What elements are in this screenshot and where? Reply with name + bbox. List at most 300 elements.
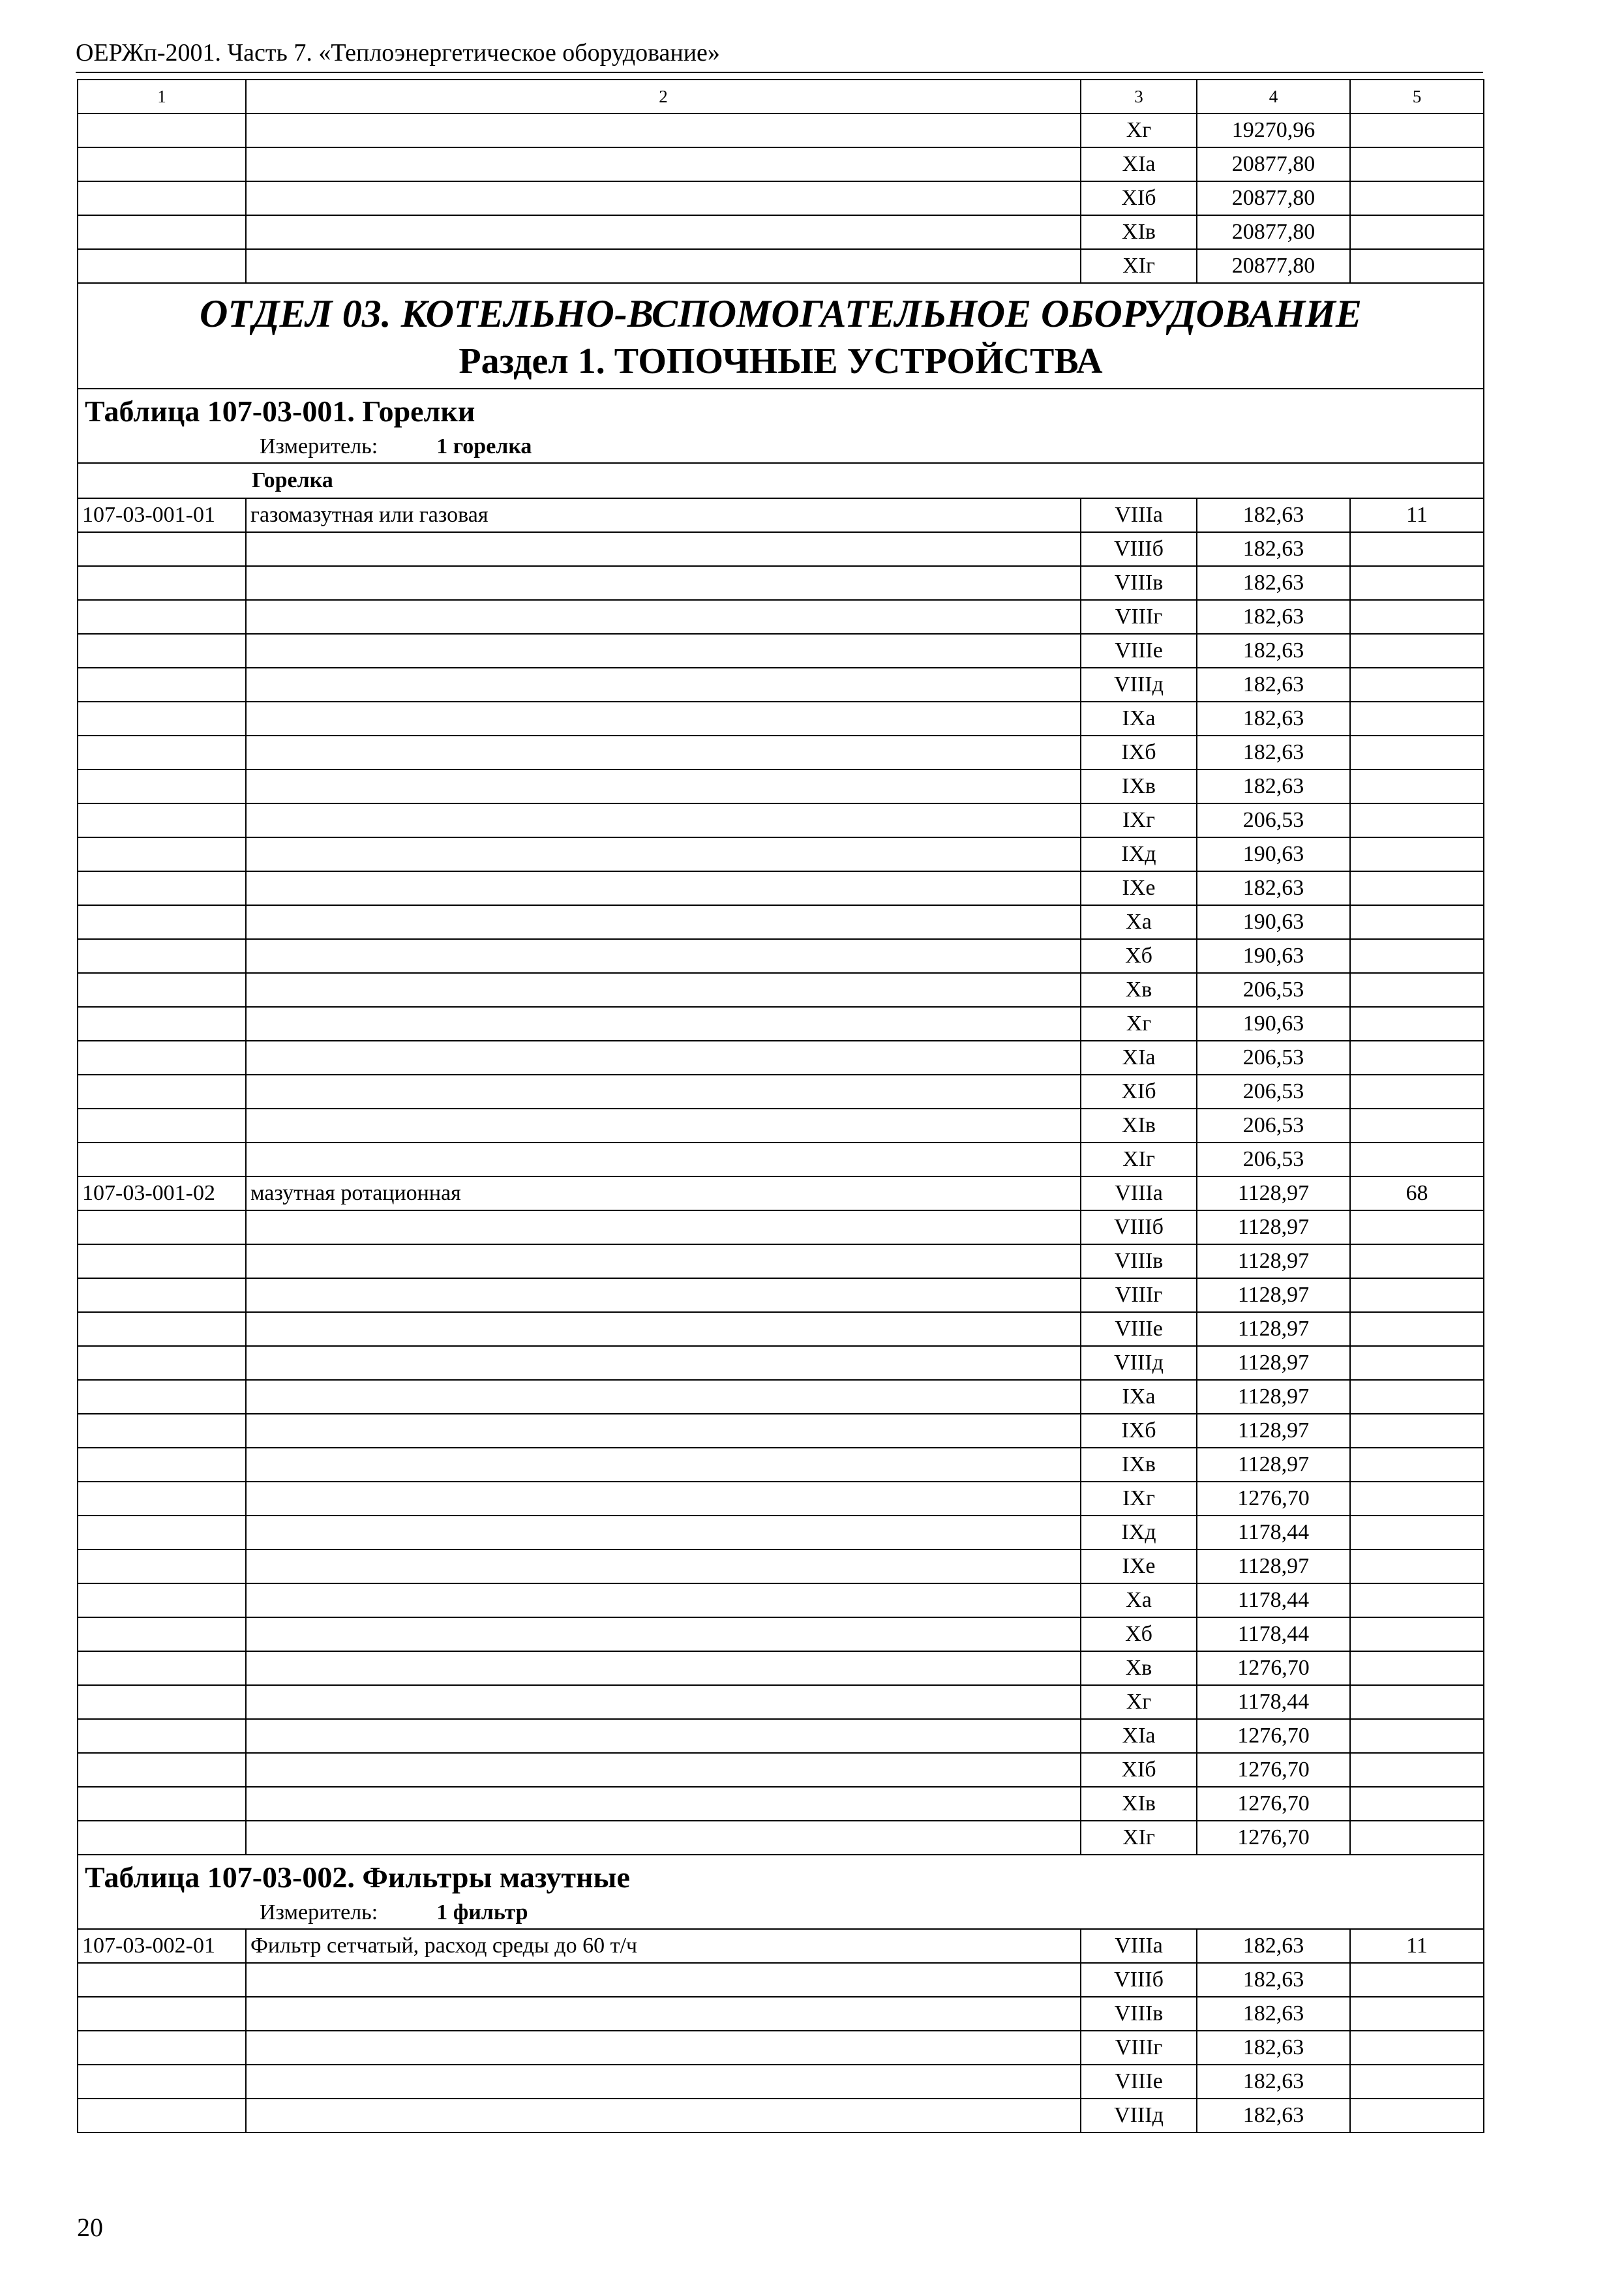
zone-cell: VIIIв [1081, 1244, 1197, 1278]
code-cell [78, 1414, 246, 1448]
name-cell [246, 634, 1081, 668]
zone-cell: IXд [1081, 837, 1197, 871]
code-cell [78, 1753, 246, 1787]
price-cell: 182,63 [1197, 1929, 1350, 1963]
zone-cell: IXв [1081, 770, 1197, 803]
zone-cell: VIIIб [1081, 1963, 1197, 1997]
col5-cell [1350, 566, 1484, 600]
name-cell: газомазутная или газовая [246, 498, 1081, 532]
code-cell [78, 1312, 246, 1346]
price-cell: 1128,97 [1197, 1244, 1350, 1278]
name-cell [246, 147, 1081, 181]
price-cell: 182,63 [1197, 736, 1350, 770]
name-cell [246, 702, 1081, 736]
price-cell: 20877,80 [1197, 147, 1350, 181]
table-row [78, 1821, 1484, 1855]
price-cell: 20877,80 [1197, 215, 1350, 249]
code-cell [78, 1075, 246, 1109]
name-cell [246, 736, 1081, 770]
name-cell [246, 1685, 1081, 1719]
code-cell [78, 736, 246, 770]
price-cell: 19270,96 [1197, 113, 1350, 147]
zone-cell: VIIIг [1081, 600, 1197, 634]
col5-cell [1350, 147, 1484, 181]
zone-cell: VIIIб [1081, 532, 1197, 566]
price-cell: 20877,80 [1197, 181, 1350, 215]
name-cell [246, 1210, 1081, 1244]
price-cell: 182,63 [1197, 2099, 1350, 2132]
col5-cell [1350, 939, 1484, 973]
price-cell: 1276,70 [1197, 1753, 1350, 1787]
price-cell: 182,63 [1197, 1997, 1350, 2031]
name-cell [246, 1651, 1081, 1685]
code-cell [78, 532, 246, 566]
name-cell [246, 1963, 1081, 1997]
code-cell [78, 566, 246, 600]
price-cell: 1128,97 [1197, 1210, 1350, 1244]
section-heading [78, 283, 1484, 389]
code-cell [78, 113, 246, 147]
table-row [78, 1685, 1484, 1719]
code-cell [78, 939, 246, 973]
code-cell [78, 249, 246, 283]
col5-cell [1350, 702, 1484, 736]
col5-cell [1350, 668, 1484, 702]
price-cell: 1128,97 [1197, 1312, 1350, 1346]
zone-cell: Xб [1081, 1617, 1197, 1651]
price-cell: 190,63 [1197, 939, 1350, 973]
name-cell [246, 1821, 1081, 1855]
zone-cell: VIIIа [1081, 1929, 1197, 1963]
table-row [78, 1176, 1484, 1210]
code-cell [78, 1651, 246, 1685]
price-cell: 206,53 [1197, 1109, 1350, 1143]
name-cell [246, 1719, 1081, 1753]
code-cell [78, 1482, 246, 1516]
name-cell [246, 1007, 1081, 1041]
zone-cell: IXа [1081, 1380, 1197, 1414]
col5-cell [1350, 1963, 1484, 1997]
price-cell: 1178,44 [1197, 1583, 1350, 1617]
table-row [78, 1448, 1484, 1482]
col5-cell: 68 [1350, 1176, 1484, 1210]
price-cell: 1276,70 [1197, 1719, 1350, 1753]
column-numbers-row [78, 80, 1484, 113]
name-cell [246, 215, 1081, 249]
col5-cell [1350, 1143, 1484, 1176]
table-row [78, 1278, 1484, 1312]
code-cell [78, 215, 246, 249]
zone-cell: IXг [1081, 803, 1197, 837]
col5-cell [1350, 249, 1484, 283]
column-number: 4 [1197, 80, 1350, 113]
col5-cell [1350, 1583, 1484, 1617]
price-cell: 1276,70 [1197, 1651, 1350, 1685]
col5-cell [1350, 1482, 1484, 1516]
table-heading-row [78, 389, 1484, 463]
table-row [78, 1482, 1484, 1516]
col5-cell [1350, 2065, 1484, 2099]
col5-cell [1350, 600, 1484, 634]
price-cell: 1178,44 [1197, 1617, 1350, 1651]
zone-cell: XIв [1081, 1787, 1197, 1821]
price-cell: 182,63 [1197, 1963, 1350, 1997]
price-cell: 182,63 [1197, 634, 1350, 668]
zone-cell: XIа [1081, 1719, 1197, 1753]
name-cell [246, 181, 1081, 215]
col5-cell [1350, 1617, 1484, 1651]
code-cell [78, 1278, 246, 1312]
col5-cell [1350, 215, 1484, 249]
table-row [78, 1617, 1484, 1651]
col5-cell [1350, 871, 1484, 905]
zone-cell: XIа [1081, 1041, 1197, 1075]
table-row [78, 1312, 1484, 1346]
name-cell [246, 1997, 1081, 2031]
measure-unit: 1 горелка [436, 434, 532, 458]
zone-cell: XIа [1081, 147, 1197, 181]
zone-cell: Xв [1081, 1651, 1197, 1685]
table-row [78, 770, 1484, 803]
zone-cell: VIIIе [1081, 1312, 1197, 1346]
zone-cell: Xг [1081, 1685, 1197, 1719]
measure-label: Измеритель: [260, 1900, 378, 1924]
section-heading-row [78, 283, 1484, 389]
zone-cell: VIIIе [1081, 2065, 1197, 2099]
name-cell [246, 1312, 1081, 1346]
name-cell [246, 1278, 1081, 1312]
price-cell: 206,53 [1197, 1041, 1350, 1075]
code-cell [78, 1583, 246, 1617]
col5-cell: 11 [1350, 1929, 1484, 1963]
table-row [78, 871, 1484, 905]
zone-cell: VIIIб [1081, 1210, 1197, 1244]
price-cell: 1128,97 [1197, 1346, 1350, 1380]
price-cell: 190,63 [1197, 905, 1350, 939]
price-cell: 206,53 [1197, 803, 1350, 837]
table-row [78, 600, 1484, 634]
price-cell: 182,63 [1197, 871, 1350, 905]
code-cell [78, 1963, 246, 1997]
col5-cell [1350, 1997, 1484, 2031]
price-cell: 182,63 [1197, 498, 1350, 532]
measure-line [85, 1897, 1477, 1928]
col5-cell [1350, 2099, 1484, 2132]
zone-cell: VIIIв [1081, 566, 1197, 600]
col5-cell [1350, 113, 1484, 147]
code-cell [78, 1997, 246, 2031]
code-cell [78, 600, 246, 634]
col5-cell [1350, 532, 1484, 566]
col5-cell [1350, 1516, 1484, 1549]
group-row [78, 463, 1484, 498]
code-cell [78, 770, 246, 803]
col5-cell [1350, 803, 1484, 837]
code-cell: 107-03-001-02 [78, 1176, 246, 1210]
col5-cell [1350, 1109, 1484, 1143]
name-cell [246, 1448, 1081, 1482]
col5-cell [1350, 1380, 1484, 1414]
code-cell [78, 702, 246, 736]
code-cell [78, 1143, 246, 1176]
column-number: 2 [246, 80, 1081, 113]
table-row [78, 1210, 1484, 1244]
table-row [78, 249, 1484, 283]
price-cell: 1276,70 [1197, 1787, 1350, 1821]
name-cell [246, 2099, 1081, 2132]
name-cell [246, 1787, 1081, 1821]
code-cell [78, 1346, 246, 1380]
col5-cell [1350, 1007, 1484, 1041]
table-row [78, 1346, 1484, 1380]
name-cell [246, 532, 1081, 566]
col5-cell [1350, 1210, 1484, 1244]
code-cell [78, 1210, 246, 1244]
column-number: 1 [78, 80, 246, 113]
price-cell: 1178,44 [1197, 1516, 1350, 1549]
col5-cell [1350, 1278, 1484, 1312]
code-cell [78, 1549, 246, 1583]
code-cell [78, 634, 246, 668]
col5-cell [1350, 736, 1484, 770]
column-number: 5 [1350, 80, 1484, 113]
col5-cell [1350, 1448, 1484, 1482]
table-row [78, 1380, 1484, 1414]
name-cell [246, 770, 1081, 803]
name-cell [246, 1549, 1081, 1583]
code-cell [78, 871, 246, 905]
zone-cell: XIб [1081, 1753, 1197, 1787]
name-cell [246, 1143, 1081, 1176]
name-cell [246, 1380, 1081, 1414]
col5-cell [1350, 905, 1484, 939]
table-row [78, 113, 1484, 147]
code-cell [78, 1244, 246, 1278]
price-cell: 182,63 [1197, 532, 1350, 566]
name-cell [246, 1516, 1081, 1549]
price-cell: 1128,97 [1197, 1278, 1350, 1312]
name-cell [246, 1075, 1081, 1109]
measure-unit: 1 фильтр [436, 1900, 528, 1924]
name-cell [246, 837, 1081, 871]
col5-cell [1350, 1244, 1484, 1278]
table-row [78, 1414, 1484, 1448]
name-cell [246, 1753, 1081, 1787]
code-cell [78, 1787, 246, 1821]
col5-cell [1350, 1651, 1484, 1685]
col5-cell [1350, 973, 1484, 1007]
code-cell: 107-03-002-01 [78, 1929, 246, 1963]
table-heading [78, 1855, 1484, 1929]
table-row [78, 1787, 1484, 1821]
zone-cell: XIв [1081, 215, 1197, 249]
price-cell: 182,63 [1197, 566, 1350, 600]
zone-cell: XIг [1081, 249, 1197, 283]
price-cell: 182,63 [1197, 2031, 1350, 2065]
table-row [78, 1143, 1484, 1176]
table-title: Таблица 107-03-001. Горелки [85, 395, 475, 428]
table-row [78, 939, 1484, 973]
zone-cell: VIIIа [1081, 1176, 1197, 1210]
zone-cell: XIг [1081, 1821, 1197, 1855]
measure-line [85, 431, 1477, 462]
table-row [78, 1719, 1484, 1753]
running-header: ОЕРЖп-2001. Часть 7. «Теплоэнергетическое оборудование» [76, 38, 1483, 73]
table-row [78, 181, 1484, 215]
name-cell [246, 566, 1081, 600]
col5-cell [1350, 1753, 1484, 1787]
table-row [78, 1007, 1484, 1041]
table-row [78, 1583, 1484, 1617]
table-row [78, 147, 1484, 181]
table-row [78, 1651, 1484, 1685]
table-heading-row [78, 1855, 1484, 1929]
price-cell: 182,63 [1197, 770, 1350, 803]
name-cell [246, 1109, 1081, 1143]
code-cell [78, 837, 246, 871]
price-cell: 206,53 [1197, 1143, 1350, 1176]
group-label: Горелка [78, 463, 1484, 498]
code-cell [78, 668, 246, 702]
name-cell [246, 1041, 1081, 1075]
name-cell [246, 2065, 1081, 2099]
zone-cell: VIIIг [1081, 1278, 1197, 1312]
price-cell: 182,63 [1197, 600, 1350, 634]
zone-cell: VIIIв [1081, 1997, 1197, 2031]
table-row [78, 736, 1484, 770]
table-title: Таблица 107-03-002. Фильтры мазутные [85, 1861, 630, 1894]
name-cell [246, 1244, 1081, 1278]
name-cell [246, 113, 1081, 147]
price-cell: 1128,97 [1197, 1380, 1350, 1414]
zone-cell: IXе [1081, 871, 1197, 905]
table-row [78, 215, 1484, 249]
code-cell [78, 1380, 246, 1414]
col5-cell [1350, 1685, 1484, 1719]
price-cell: 1128,97 [1197, 1549, 1350, 1583]
zone-cell: IXг [1081, 1482, 1197, 1516]
section-subtitle: Раздел 1. ТОПОЧНЫЕ УСТРОЙСТВА [459, 341, 1103, 382]
price-cell: 182,63 [1197, 702, 1350, 736]
code-cell [78, 1719, 246, 1753]
name-cell [246, 2031, 1081, 2065]
col5-cell [1350, 1075, 1484, 1109]
zone-cell: Xб [1081, 939, 1197, 973]
zone-cell: IXб [1081, 1414, 1197, 1448]
col5-cell [1350, 1719, 1484, 1753]
code-cell [78, 1685, 246, 1719]
price-table [77, 79, 1484, 2133]
zone-cell: IXб [1081, 736, 1197, 770]
zone-cell: VIIIе [1081, 634, 1197, 668]
code-cell [78, 1041, 246, 1075]
zone-cell: XIв [1081, 1109, 1197, 1143]
name-cell [246, 1583, 1081, 1617]
table-row [78, 905, 1484, 939]
table-row [78, 1041, 1484, 1075]
name-cell [246, 1617, 1081, 1651]
table-row [78, 2099, 1484, 2132]
col5-cell [1350, 1821, 1484, 1855]
table-row [78, 1109, 1484, 1143]
price-cell: 182,63 [1197, 2065, 1350, 2099]
col5-cell [1350, 1312, 1484, 1346]
page-number: 20 [77, 2213, 103, 2242]
code-cell [78, 1516, 246, 1549]
price-cell: 206,53 [1197, 973, 1350, 1007]
code-cell [78, 973, 246, 1007]
table-row [78, 837, 1484, 871]
zone-cell: IXв [1081, 1448, 1197, 1482]
name-cell [246, 803, 1081, 837]
table-row [78, 1963, 1484, 1997]
zone-cell: VIIIг [1081, 2031, 1197, 2065]
col5-cell [1350, 1041, 1484, 1075]
table-row [78, 1753, 1484, 1787]
price-cell: 1128,97 [1197, 1414, 1350, 1448]
name-cell [246, 905, 1081, 939]
name-cell [246, 871, 1081, 905]
code-cell [78, 1109, 246, 1143]
zone-cell: Xа [1081, 905, 1197, 939]
name-cell [246, 973, 1081, 1007]
code-cell [78, 2031, 246, 2065]
code-cell [78, 803, 246, 837]
name-cell [246, 668, 1081, 702]
col5-cell [1350, 770, 1484, 803]
col5-cell: 11 [1350, 498, 1484, 532]
col5-cell [1350, 634, 1484, 668]
table-row [78, 2065, 1484, 2099]
table-row [78, 634, 1484, 668]
code-cell [78, 2099, 246, 2132]
col5-cell [1350, 2031, 1484, 2065]
code-cell: 107-03-001-01 [78, 498, 246, 532]
code-cell [78, 181, 246, 215]
name-cell: Фильтр сетчатый, расход среды до 60 т/ч [246, 1929, 1081, 1963]
table-row [78, 803, 1484, 837]
zone-cell: IXа [1081, 702, 1197, 736]
col5-cell [1350, 1549, 1484, 1583]
table-row [78, 498, 1484, 532]
table-row [78, 2031, 1484, 2065]
code-cell [78, 1617, 246, 1651]
table-row [78, 1997, 1484, 2031]
col5-cell [1350, 181, 1484, 215]
zone-cell: IXе [1081, 1549, 1197, 1583]
name-cell [246, 600, 1081, 634]
col5-cell [1350, 837, 1484, 871]
table-row [78, 973, 1484, 1007]
zone-cell: XIг [1081, 1143, 1197, 1176]
col5-cell [1350, 1346, 1484, 1380]
code-cell [78, 147, 246, 181]
code-cell [78, 1448, 246, 1482]
price-cell: 1276,70 [1197, 1482, 1350, 1516]
name-cell: мазутная ротационная [246, 1176, 1081, 1210]
price-cell: 190,63 [1197, 1007, 1350, 1041]
zone-cell: VIIIд [1081, 668, 1197, 702]
table-row [78, 668, 1484, 702]
section-title: ОТДЕЛ 03. КОТЕЛЬНО-ВСПОМОГАТЕЛЬНОЕ ОБОРУДОВАНИЕ [200, 292, 1362, 335]
zone-cell: VIIIа [1081, 498, 1197, 532]
zone-cell: Xг [1081, 113, 1197, 147]
table-row [78, 1516, 1484, 1549]
zone-cell: IXд [1081, 1516, 1197, 1549]
zone-cell: Xа [1081, 1583, 1197, 1617]
col5-cell [1350, 1414, 1484, 1448]
table-row [78, 1929, 1484, 1963]
